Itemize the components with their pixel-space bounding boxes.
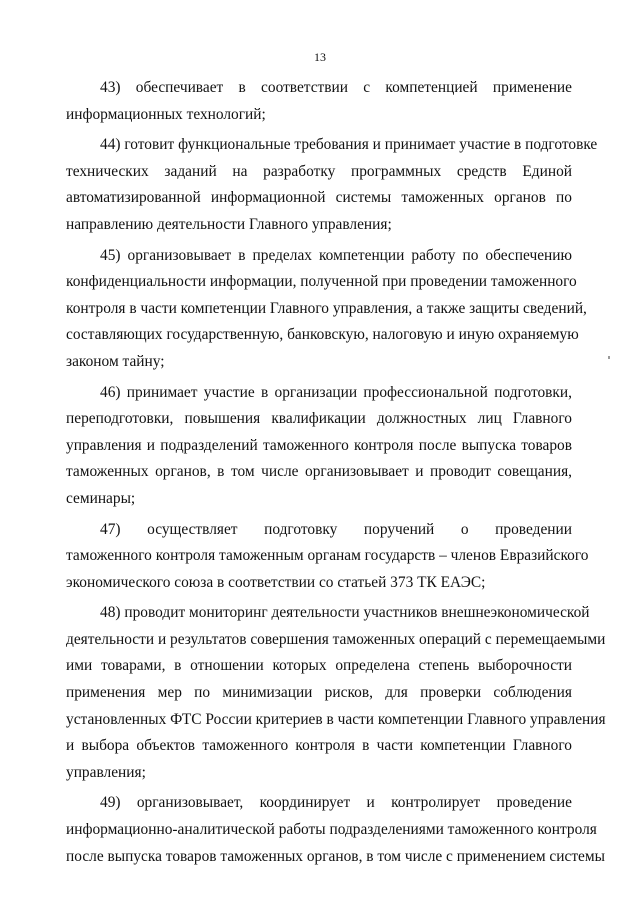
paragraph-line: управления и подразделений таможенного контроля после выпуска товаров: [66, 436, 572, 454]
paragraph-line: информационных технологий;: [66, 105, 266, 123]
paragraph-line: управления;: [66, 763, 146, 781]
paragraph-line: 44) готовит функциональные требования и принимает участие в подготовке: [100, 136, 598, 154]
paragraph-line: таможенного контроля таможенным органам государств – членов Евразийского: [66, 547, 589, 565]
paragraph-line: автоматизированной информационной системы таможенных органов по: [66, 189, 572, 207]
paragraph-line: таможенных органов, в том числе организовывает и проводит совещания,: [66, 463, 572, 481]
paragraph-line: и выбора объектов таможенного контроля в части компетенции Главного: [66, 737, 572, 755]
paragraph-44: [66, 132, 598, 238]
paragraph-line: 48) проводит мониторинг деятельности участников внешнеэкономической: [100, 604, 590, 622]
paragraph-49: [66, 790, 605, 870]
page-number: 13: [314, 50, 326, 64]
paragraph-line: 46) принимает участие в организации профессиональной подготовки,: [100, 383, 572, 401]
paragraph-line: конфиденциальности информации, полученной при проведении таможенного: [66, 273, 577, 291]
paragraph-line: после выпуска товаров таможенных органов, в том числе с применением системы: [66, 847, 605, 865]
paragraph-43: [66, 75, 572, 128]
paragraph-line: составляющих государственную, банковскую, налоговую и иную охраняемую: [66, 326, 579, 344]
paragraph-48: [66, 600, 606, 786]
paragraph-line: ими товарами, в отношении которых определена степень выборочности: [66, 657, 572, 675]
paragraph-45: [66, 243, 587, 376]
paragraph-line: экономического союза в соответствии со статьей 373 ТК ЕАЭС;: [66, 573, 486, 591]
paragraph-line: применения мер по минимизации рисков, для проверки соблюдения: [66, 684, 572, 702]
paragraph-line: 49) организовывает, координирует и контролирует проведение: [100, 794, 572, 812]
paragraph-47: [66, 517, 589, 597]
document-body: [66, 75, 606, 870]
paragraph-line: контроля в части компетенции Главного управления, а также защиты сведений,: [66, 299, 587, 317]
paragraph-line: направлению деятельности Главного управления;: [66, 215, 392, 233]
paragraph-line: 47) осуществляет подготовку поручений о проведении: [100, 520, 572, 538]
paragraph-line: установленных ФТС России критериев в части компетенции Главного управления: [66, 710, 606, 728]
paragraph-46: [66, 380, 572, 513]
paragraph-line: законом тайну;: [66, 352, 165, 370]
paragraph-line: технических заданий на разработку программных средств Единой: [66, 162, 572, 180]
scan-artifact: [608, 356, 610, 359]
paragraph-line: 43) обеспечивает в соответствии с компетенцией применение: [100, 79, 572, 96]
paragraph-line: информационно-аналитической работы подразделениями таможенного контроля: [66, 821, 597, 839]
paragraph-line: семинары;: [66, 489, 136, 507]
paragraph-line: деятельности и результатов совершения таможенных операций с перемещаемыми: [66, 630, 606, 648]
paragraph-line: 45) организовывает в пределах компетенции работу по обеспечению: [100, 246, 572, 264]
paragraph-line: переподготовки, повышения квалификации должностных лиц Главного: [66, 410, 572, 428]
